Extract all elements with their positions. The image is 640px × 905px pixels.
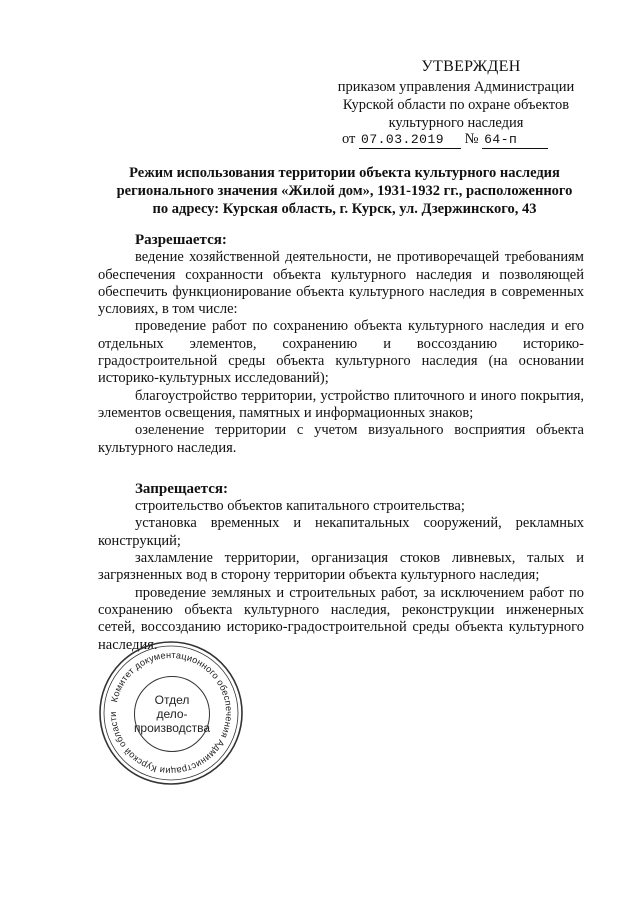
document-title: Режим использования территории объекта культурного наследия регионального значения «Жилой дом», 1931-1932 гг., расположенного по адресу: Курская область, г. Курск, ул. Дзержинского, 43 [116, 165, 573, 217]
forbidden-item: проведение земляных и строительных работ, за исключением работ по сохранению объекта культурного наследия, реконструкции инженерных сетей, воссозданию историко-градостроительной среды объекта культурного наследия. [98, 584, 584, 653]
office-stamp [96, 638, 246, 788]
order-date-number [342, 131, 592, 149]
approval-title: УТВЕРЖДЕН [421, 58, 521, 75]
allowed-item: благоустройство территории, устройство плиточного и иного покрытия, элементов освещения, памятных и информационных знаков; [98, 387, 584, 421]
stamp-center-line-1: Отдел [154, 693, 190, 707]
stamp-center-line-3: производства [133, 721, 211, 735]
approval-line-3: культурного наследия [388, 115, 524, 131]
order-number: 64-п [484, 132, 518, 147]
section-gap [98, 457, 584, 481]
allowed-heading: Разрешается: [135, 232, 227, 248]
stamp-center [134, 676, 210, 752]
approval-line-1: приказом управления Администрации [337, 79, 575, 95]
document-body [98, 232, 584, 654]
date-prefix: от [342, 131, 356, 147]
forbidden-item: строительство объектов капитального строительства; [135, 498, 465, 515]
forbidden-heading: Запрещается: [135, 480, 229, 497]
order-date: 07.03.2019 [361, 132, 445, 147]
number-prefix: № [464, 131, 479, 147]
stamp-ring-text: Комитет документационного обеспечения Администрации Курской области [107, 649, 235, 777]
forbidden-item: захламление территории, организация стоков ливневых, талых и загрязненных вод в сторону территории объекта культурного наследия; [98, 550, 584, 584]
allowed-item: озеленение территории с учетом визуального восприятия объекта культурного наследия. [98, 422, 584, 456]
allowed-item: ведение хозяйственной деятельности, не противоречащей требованиям обеспечения сохранности объекта культурного наследия и позволяющей обеспечить функционирование объекта культурного наследия в современных условиях, в том числе: [98, 249, 584, 318]
forbidden-item: установка временных и некапитальных сооружений, рекламных конструкций; [98, 515, 584, 549]
approval-block [326, 58, 586, 132]
stamp-center-line-2: дело- [156, 707, 188, 721]
allowed-item: проведение работ по сохранению объекта культурного наследия и его отдельных элементов, сохранению и воссозданию историко-градостроительной среды объекта культурного наследия (на основании историко-культурных исследований); [98, 318, 584, 387]
approval-line-2: Курской области по охране объектов [342, 97, 570, 113]
